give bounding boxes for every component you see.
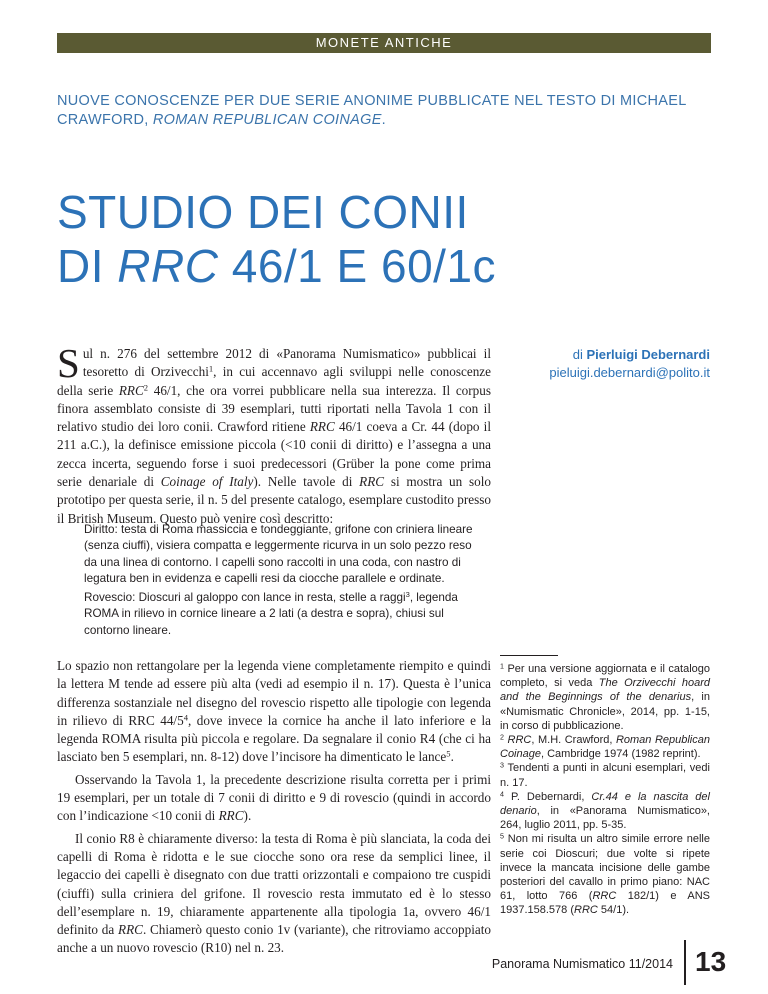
author-byline [500, 346, 710, 364]
section-label: MONETE ANTICHE [315, 35, 453, 50]
author-prefix: di [572, 347, 587, 362]
footnote-4 [500, 790, 710, 833]
footnote-5 [500, 832, 710, 917]
drop-cap: S [57, 340, 80, 386]
text-run: 46/1, che ora vorrei pubblicare nella sua interezza. Il corpus finora assemblato consiste di 39 esemplari, tutti riportati nella Tavola 1 con il relativo studio dei loro conii. Crawford ritiene [57, 382, 491, 435]
text-run: ul n. 276 del settembre 2012 di «Panorama Numismatico» pubblicai il tesoretto di Orzivecchi [82, 346, 491, 380]
reverse-description [84, 590, 484, 639]
text-run: . Chiamerò questo conio 1v (variante), che ritroviamo accoppiato anche a un nuovo rovescio (R10) nel n. 23. [57, 922, 491, 956]
footnote-3 [500, 761, 710, 789]
footnote-number: 1 [500, 662, 504, 671]
rrc-ref: RRC [359, 474, 385, 490]
text-run: P. Debernardi, [503, 790, 592, 803]
footnote-divider [500, 655, 558, 656]
text-run: Il conio R8 è chiaramente diverso: la testa di Roma è più slanciata, la coda dei capelli di Roma è ridotta e le sue ciocche sono ora rese da semplici linee, il legaccio dei capelli è disegnato con due tratti orizzontali e compaiono tre cuspidi (ciuffi) sulla criniera del grifone. Il rovescio resta immutato ed è lo stesso dell’esemplare n. 19, chiaramente appartenente alla tipologia 1a, ovvero 46/1 definito da [57, 830, 491, 938]
paragraph-conio-r8 [57, 830, 491, 958]
text-run: ). Nelle tavole di [253, 474, 360, 490]
text-run: , in «Numismatic Chronicle», 2014, pp. 1-15, in corso di pubblicazione. [500, 691, 710, 732]
rrc-ref: RRC [218, 808, 244, 824]
rrc-ref: RRC [309, 419, 335, 435]
text-run: , in cui accennavo agli sviluppi nelle conoscenze della serie [57, 364, 491, 398]
obverse-description: Diritto: testa di Roma massiccia e tondeggiante, grifone con criniera lineare (senza ciuffi), visiera compatta e leggermente ricurva in un solo pezzo reso da una linea di contorno. I capelli sono raccolti in una coda, con nastro di legatura ben in evidenza e capelli resi da ciocche parallele e ordinate. [84, 523, 473, 585]
rrc-ref: RRC [507, 734, 532, 747]
coin-description [84, 522, 484, 642]
text-run: ). [243, 808, 252, 824]
title-part: 46/1 E 60/1c [218, 240, 497, 292]
text-run: 54/1). [597, 904, 630, 917]
cited-title: Roman Republican Coinage [500, 734, 710, 761]
cited-title: The Orzivecchi hoard and the Beginnings of the denarius [500, 677, 710, 704]
subtitle-book-title: ROMAN REPUBLICAN COINAGE [152, 112, 382, 128]
text-run: 46/1 coeva a Cr. 44 (dopo il 211 a.C.), la definisce emissione piccola (<10 conii di diritto) e l’assegna a una zecca incerta, seguendo forse i suoi predecessori (Grüber la pone come prima serie denariale di [57, 419, 491, 490]
author-name: Pierluigi Debernardi [586, 347, 710, 362]
text-run: 182/1) e ANS 1937.158.578 ( [500, 890, 710, 917]
rrc-ref: RRC [118, 382, 144, 398]
paragraph-intro [57, 340, 491, 528]
text-run: , in «Panorama Numismatico», 264, luglio 2011, pp. 5-35. [500, 805, 710, 832]
subtitle-part: NUOVE CONOSCENZE PER DUE SERIE ANONIME PUBBLICATE NEL TESTO DI MICHAEL CRAWFORD, [57, 93, 687, 128]
text-run: , dove invece la cornice ha anche il lato inferiore e la legenda ROMA risulta più piccola e regolare. Da segnalare il conio R4 (che ci ha lasciato ben 5 esemplari, nn. 8-12) dove l’incisore ha dimenticato le lance [57, 712, 491, 765]
title-line-1: STUDIO DEI CONII [57, 186, 469, 238]
text-run: , legenda ROMA in rilievo in cornice lineare a 2 lati (a destra e sopra), chiusi sul contorno lineare. [84, 591, 458, 637]
book-title: Coinage of Italy [160, 474, 254, 490]
footnote-1 [500, 662, 710, 733]
rrc-ref: RRC [574, 904, 598, 917]
text-run: , Cambridge 1974 (1982 reprint). [540, 748, 701, 761]
footnote-ref-2[interactable]: 2 [143, 382, 149, 393]
text-run: Per una versione aggiornata e il catalogo completo, si veda [500, 663, 710, 690]
author-block [500, 346, 710, 382]
footnote-ref-1[interactable]: 1 [208, 364, 214, 375]
footnote-ref-4[interactable]: 4 [183, 712, 188, 723]
footnote-number: 3 [500, 761, 504, 770]
footnote-number: 4 [500, 790, 504, 799]
text-run: Non mi risulta un altro simile errore nelle serie coi Dioscuri; due volte si ripete invece la mancata incisione delle gambe posteriori del cavallo in primo piano: NAC 61, lotto 766 ( [500, 833, 710, 903]
section-header [57, 33, 711, 53]
title-line-2 [57, 239, 717, 293]
footnotes [500, 662, 710, 918]
paragraph-tavola [57, 771, 491, 826]
page-number: 13 [695, 946, 727, 977]
footnote-2 [500, 733, 710, 761]
title-rrc: RRC [117, 240, 219, 292]
footnote-ref-5[interactable]: 5 [446, 749, 451, 760]
footnote-ref-3[interactable]: 3 [405, 590, 410, 600]
text-run: Rovescio: Dioscuri al galoppo con lance in resta, stelle a raggi [84, 591, 406, 605]
subtitle-part: . [381, 112, 387, 128]
title-part: DI [57, 240, 118, 292]
article-subtitle [57, 92, 717, 130]
text-run: Tendenti a punti in alcuni esemplari, vedi n. 17. [500, 762, 710, 789]
text-run: , M.H. Crawford, [531, 734, 616, 747]
footer-divider [684, 940, 686, 985]
cited-title: Cr.44 e la nascita del denario [500, 790, 710, 818]
text-run: Lo spazio non rettangolare per la legenda viene completamente riempito e quindi la lettera M tende ad essere più alta (vedi ad esempio il n. 17). Questa è l’unica differenza sostanziale nel disegno del rovescio rispetto alle tipologie con legenda in rilievo di RRC 44/5 [57, 658, 491, 728]
article-title [57, 185, 717, 293]
footnote-number: 2 [500, 733, 504, 742]
rrc-ref: RRC [592, 890, 617, 903]
paragraph-legend [57, 657, 491, 767]
rrc-ref: RRC [118, 922, 143, 938]
text-run: Osservando la Tavola 1, la precedente descrizione risulta corretta per i primi 19 esemplari, per un totale di 7 conii di diritto e 9 di rovescio (quindi in accordo con l’indicazione <10 conii di [57, 771, 491, 824]
text-run: . [450, 749, 454, 765]
footnote-number: 5 [500, 832, 504, 841]
magazine-issue: Panorama Numismatico 11/2014 [491, 957, 673, 971]
author-email[interactable]: pieluigi.debernardi@polito.it [549, 365, 710, 380]
text-run: si mostra un solo prototipo per questa serie, il n. 5 del presente catalogo, esemplare custodito presso il British Museum. Questo può venire così descritto: [57, 474, 491, 526]
body-continued [57, 657, 491, 958]
